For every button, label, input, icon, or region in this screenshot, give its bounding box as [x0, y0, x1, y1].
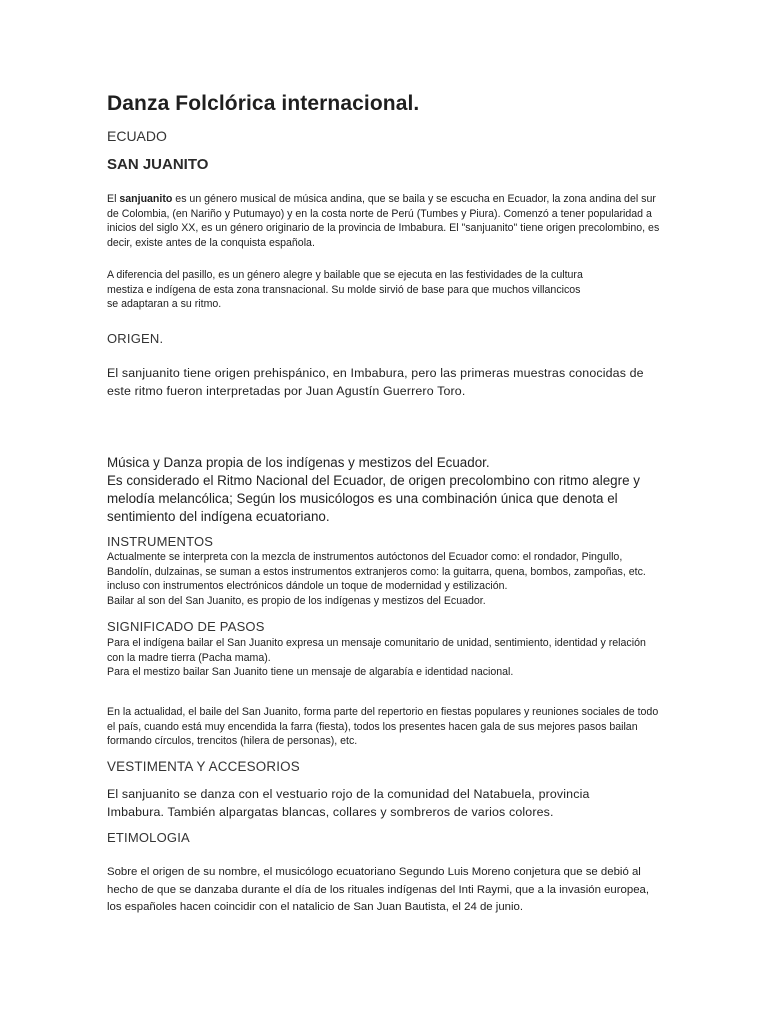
pasos-heading: SIGNIFICADO DE PASOS	[107, 619, 265, 634]
instrumentos-text-2: Bailar al son del San Juanito, es propio de los indígenas y mestizos del Ecuador.	[107, 594, 486, 607]
etimologia-text: Sobre el origen de su nombre, el musicólogo ecuatoriano Segundo Luis Moreno conjetura que se debió al hecho de que se danzaba durante el día de los rituales indígenas del Inti Raymi, que a la invasión europea, los españoles hacen coincidir con el natalicio de San Juan Bautista, el 24 de junio.	[107, 866, 650, 913]
pasos-text-1: Para el indígena bailar el San Juanito expresa un mensaje comunitario de unidad, sentimiento, identidad y relación con la madre tierra (Pacha mama).	[107, 637, 646, 664]
dance-title: SAN JUANITO	[107, 156, 209, 173]
vestimenta-text: El sanjuanito se danza con el vestuario rojo de la comunidad del Natabuela, provincia Imbabura. También alpargatas blancas, collares y sombreros de varios colores.	[107, 787, 590, 819]
musica-line-1: Música y Danza propia de los indígenas y mestizos del Ecuador.	[107, 455, 490, 470]
origen-text: El sanjuanito tiene origen prehispánico, en Imbabura, pero las primeras muestras conocidas de este ritmo fueron interpretadas por Juan Agustín Guerrero Toro.	[107, 366, 644, 398]
etimologia-heading: ETIMOLOGIA	[107, 830, 190, 845]
intro-prefix: El	[107, 193, 120, 205]
document-title: Danza Folclórica internacional.	[107, 92, 420, 115]
instrumentos-heading: INSTRUMENTOS	[107, 534, 214, 549]
country-label: ECUADO	[107, 128, 167, 144]
musica-line-2: Es considerado el Ritmo Nacional del Ecuador, de origen precolombino con ritmo alegre y melodía melancólica; Según los musicólogos es una combinación única que denota el sentimiento del indígena ecuatoriano.	[107, 473, 640, 524]
pasos-text	[107, 636, 652, 680]
musica-section	[107, 454, 667, 526]
intro-bold-term: sanjuanito	[119, 193, 173, 205]
intro-paragraph-1	[107, 192, 667, 250]
vestimenta-heading: VESTIMENTA Y ACCESORIOS	[107, 759, 300, 774]
pasos-text-2: Para el mestizo bailar San Juanito tiene un mensaje de algarabía e identidad nacional.	[107, 666, 514, 679]
actualidad-paragraph: En la actualidad, el baile del San Juanito, forma parte del repertorio en fiestas populares y reuniones sociales de todo el país, cuando está muy encendida la farra (fiesta), todos los presentes hacen gala de sus mejores pasos bailan formando círculos, trencitos (hilera de personas), etc.	[107, 706, 659, 748]
intro-paragraph-2: A diferencia del pasillo, es un género alegre y bailable que se ejecuta en las festividades de la cultura mestiza e indígena de esta zona transnacional. Su molde sirvió de base para que muchos villancicos se adaptaran a su ritmo.	[107, 269, 583, 311]
origen-heading: ORIGEN.	[107, 331, 164, 346]
instrumentos-text-1: Actualmente se interpreta con la mezcla de instrumentos autóctonos del Ecuador como: el rondador, Pingullo, Bandolín, dulzainas, se suman a estos instrumentos extranjeros como: la guitarra, quena, bombos, zampoñas, etc. incluso con instrumentos electrónicos dándole un toque de modernidad y estilización.	[107, 551, 646, 593]
instrumentos-text	[107, 550, 667, 608]
intro-rest: es un género musical de música andina, que se baila y se escucha en Ecuador, la zona andina del sur de Colombia, (en Nariño y Putumayo) y en la costa norte de Perú (Tumbes y Piura). Comenzó a tener popularidad a inicios del siglo XX, es un género originario de la provincia de Imbabura. El "sanjuanito" tiene origen precolombino, es decir, existe antes de la conquista española.	[107, 193, 660, 249]
